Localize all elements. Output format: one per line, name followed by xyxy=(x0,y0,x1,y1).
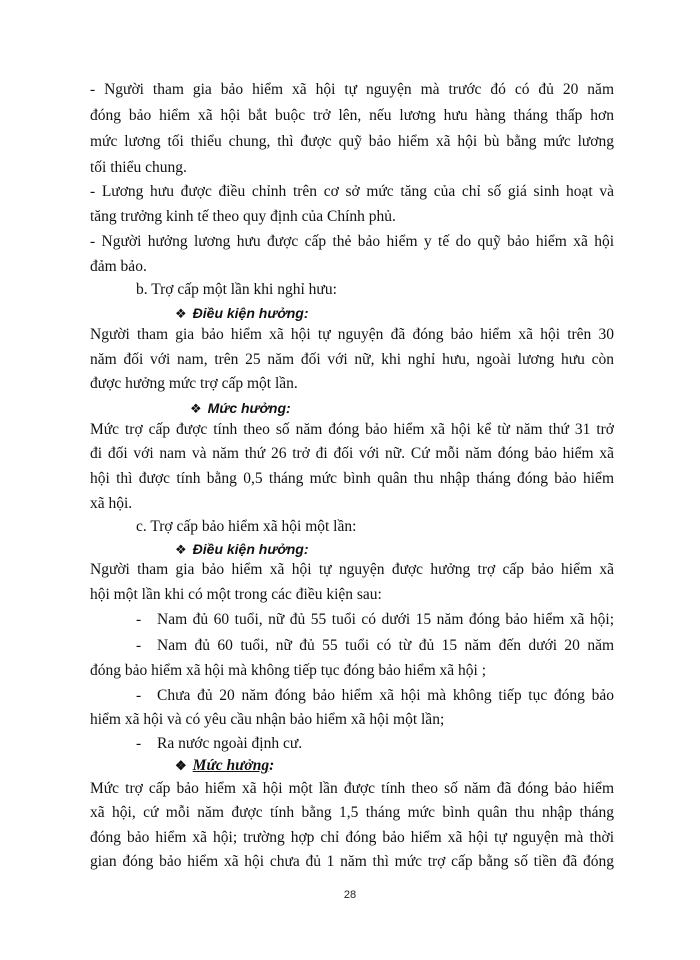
section-heading-c: c. Trợ cấp bảo hiểm xã hội một lần: xyxy=(136,518,357,535)
text-line: năm đối với nam, trên 25 năm đối với nữ, khi nghỉ hưu, ngoài lương hưu còn xyxy=(90,351,614,368)
list-item: Ra nước ngoài định cư. xyxy=(157,735,303,752)
text-line: được hưởng mức trợ cấp một lần. xyxy=(90,375,298,392)
text-line: đóng bảo hiểm xã hội; trường hợp chỉ đóng bảo hiểm xã hội tự nguyện mà thời xyxy=(90,829,614,846)
text-line: đảm bảo. xyxy=(90,258,147,275)
text-line: tối thiểu chung. xyxy=(90,159,187,176)
list-dash: - xyxy=(136,687,142,704)
diamond-bullet-icon: ❖ xyxy=(175,542,187,557)
list-item-continuation: đóng bảo hiểm xã hội mà không tiếp tục đóng bảo hiểm xã hội ; xyxy=(90,662,487,679)
list-item: Nam đủ 60 tuổi, nữ đủ 55 tuổi có từ đủ 15 năm đến dưới 20 năm xyxy=(157,637,614,654)
text-line: hội một lần khi có một trong các điều kiện sau: xyxy=(90,586,382,603)
list-dash: - xyxy=(136,637,142,654)
text-line: - Lương hưu được điều chỉnh trên cơ sở mức tăng của chỉ số giá sinh hoạt và xyxy=(90,183,614,200)
text-line: hội thì được tính bằng 0,5 tháng mức bình quân thu nhập tháng đóng bảo hiểm xyxy=(90,470,614,487)
list-item-continuation: hiểm xã hội và có yêu cầu nhận bảo hiểm xã hội một lần; xyxy=(90,711,445,728)
text-line: - Người hưởng lương hưu được cấp thẻ bảo hiểm y tế do quỹ bảo hiểm xã hội xyxy=(90,233,614,250)
text-line: mức lương tối thiểu chung, thì được quỹ bảo hiểm xã hội bù bằng mức lương xyxy=(90,133,614,150)
text-line: gian đóng bảo hiểm xã hội chưa đủ 1 năm thì mức trợ cấp bằng số tiền đã đóng xyxy=(90,853,614,870)
text-line: xã hội. xyxy=(90,495,133,512)
list-dash: - xyxy=(136,611,142,628)
subheading-benefit-b: ❖ Mức hưởng: xyxy=(190,400,291,416)
page-number: 28 xyxy=(343,889,357,901)
text-line: - Người tham gia bảo hiểm xã hội tự nguyện mà trước đó có đủ 20 năm xyxy=(90,81,614,98)
text-line: Mức trợ cấp được tính theo số năm đóng bảo hiểm xã hội kể từ năm thứ 31 trở xyxy=(90,421,614,438)
list-dash: - xyxy=(136,735,142,752)
section-heading-b: b. Trợ cấp một lần khi nghỉ hưu: xyxy=(136,281,337,298)
diamond-bullet-icon: ❖ xyxy=(190,401,202,416)
list-item: Chưa đủ 20 năm đóng bảo hiểm xã hội mà không tiếp tục đóng bảo xyxy=(157,687,614,704)
text-line: xã hội, cứ mỗi năm được tính bằng 1,5 tháng mức bình quân thu nhập tháng xyxy=(90,804,614,821)
text-line: tăng trưởng kinh tế theo quy định của Chính phủ. xyxy=(90,208,396,225)
subheading-eligibility-c: ❖ Điều kiện hưởng: xyxy=(175,541,309,557)
diamond-bullet-icon: ❖ xyxy=(175,306,187,321)
subheading-benefit-c: ❖ Mức hưởng: xyxy=(175,757,275,774)
subheading-eligibility-b: ❖ Điều kiện hưởng: xyxy=(175,305,309,321)
text-line: Người tham gia bảo hiểm xã hội tự nguyện đã đóng bảo hiểm xã hội trên 30 xyxy=(90,326,614,343)
text-line: đi đối với nam và năm thứ 26 trở đi đối với nữ. Cứ mỗi năm đóng bảo hiểm xã xyxy=(90,445,614,462)
diamond-bullet-icon: ❖ xyxy=(175,758,187,773)
list-item: Nam đủ 60 tuổi, nữ đủ 55 tuổi có dưới 15 năm đóng bảo hiểm xã hội; xyxy=(157,611,614,628)
text-line: đóng bảo hiểm xã hội bắt buộc trở lên, nếu lương hưu hàng tháng thấp hơn xyxy=(90,107,614,124)
text-line: Người tham gia bảo hiểm xã hội tự nguyện được hưởng trợ cấp bảo hiểm xã xyxy=(90,561,614,578)
text-line: Mức trợ cấp bảo hiểm xã hội một lần được tính theo số năm đã đóng bảo hiểm xyxy=(90,780,614,797)
